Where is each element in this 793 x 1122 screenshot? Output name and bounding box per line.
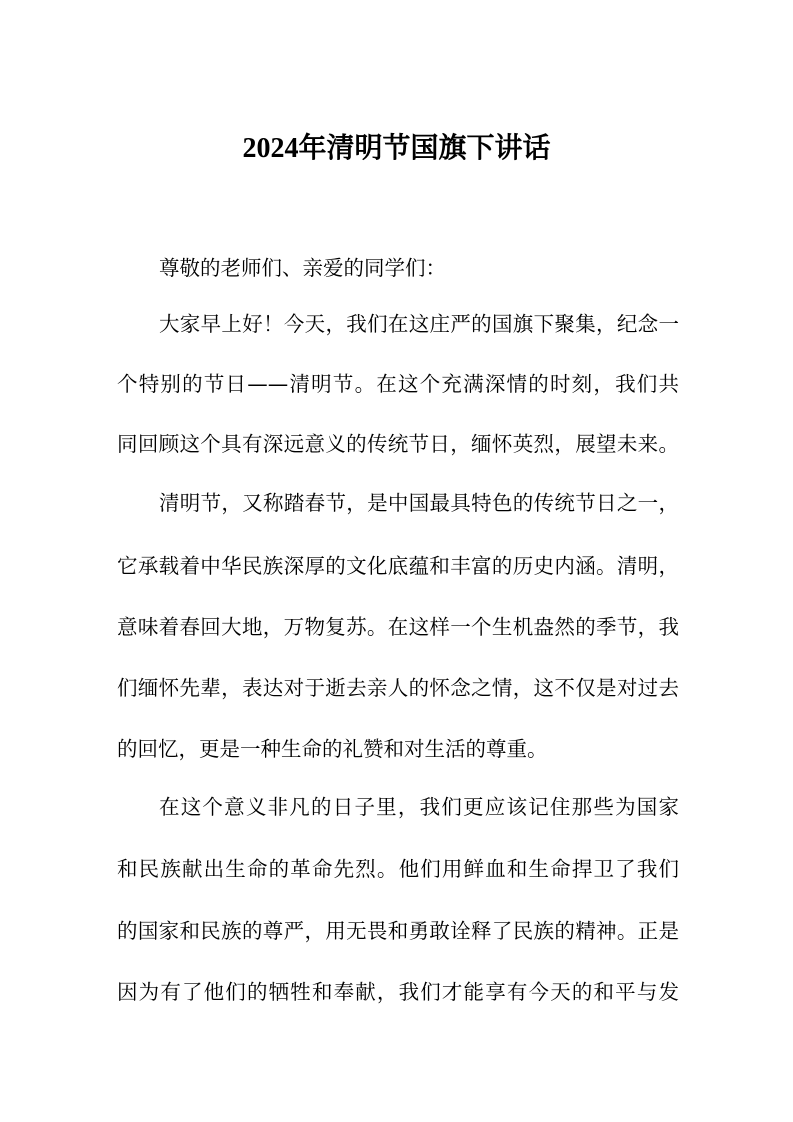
paragraph-line: 的国家和民族的尊严，用无畏和勇敢诠释了民族的精神。正是	[117, 919, 679, 943]
paragraph-line: 清明节，又称踏春节，是中国最具特色的传统节日之一，	[159, 491, 679, 515]
paragraph-line: 在这个意义非凡的日子里，我们更应该记住那些为国家	[159, 795, 679, 819]
paragraph-line: 因为有了他们的牺牲和奉献，我们才能享有今天的和平与发	[117, 980, 679, 1004]
page-title: 2024年清明节国旗下讲话	[242, 133, 551, 164]
paragraph-line: 它承载着中华民族深厚的文化底蕴和丰富的历史内涵。清明，	[117, 554, 679, 578]
paragraph-line: 同回顾这个具有深远意义的传统节日，缅怀英烈，展望未来。	[117, 432, 679, 456]
paragraph-line: 们缅怀先辈，表达对于逝去亲人的怀念之情，这不仅是对过去	[117, 676, 679, 700]
paragraph-line: 个特别的节日——清明节。在这个充满深情的时刻，我们共	[117, 372, 679, 396]
paragraph-line: 大家早上好！今天，我们在这庄严的国旗下聚集，纪念一	[159, 312, 679, 336]
paragraph-line: 意味着春回大地，万物复苏。在这样一个生机盎然的季节，我	[117, 615, 679, 639]
salutation: 尊敬的老师们、亲爱的同学们：	[159, 256, 446, 280]
paragraph-line: 的回忆，更是一种生命的礼赞和对生活的尊重。	[117, 737, 548, 761]
paragraph-line: 和民族献出生命的革命先烈。他们用鲜血和生命捍卫了我们	[117, 857, 679, 881]
